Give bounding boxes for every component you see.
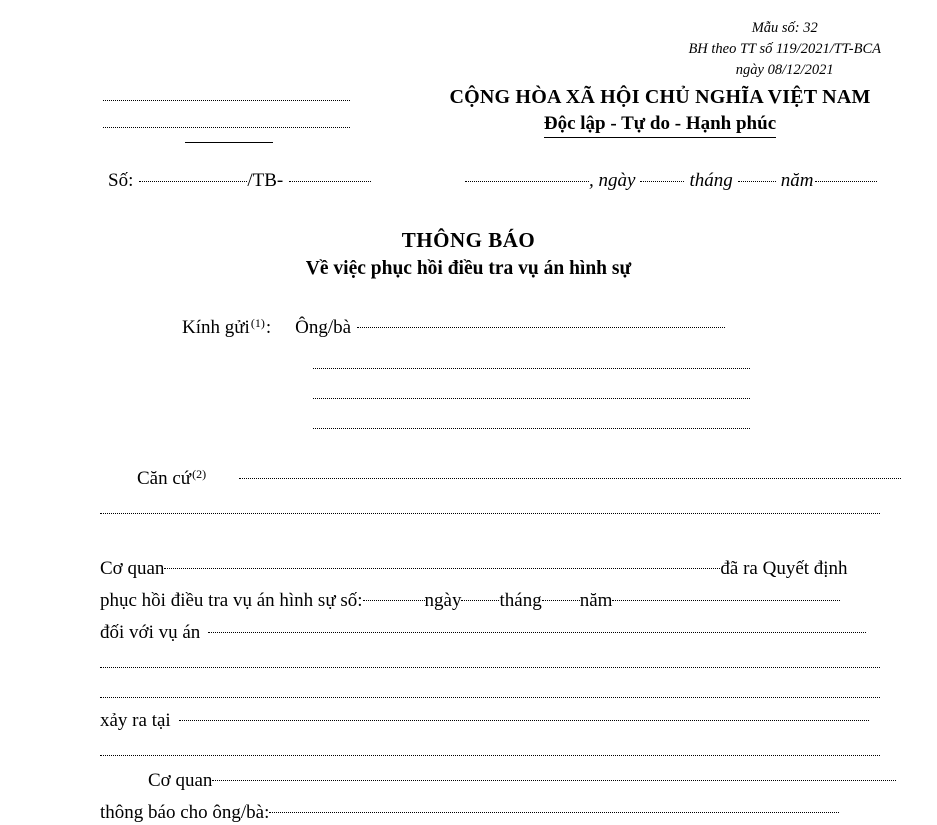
case-subject-label: đối với vụ án (100, 622, 201, 643)
case-subject-extra-line-1 (100, 667, 880, 668)
recipient-line (182, 317, 725, 339)
decision-day-blank (461, 600, 499, 601)
recipient-footnote-marker: (1) (250, 316, 265, 330)
notifying-agency-line (100, 770, 930, 792)
recipient-extra-line-3 (313, 428, 750, 429)
national-motto-text: Độc lập - Tự do - Hạnh phúc (544, 113, 776, 138)
month-blank (738, 181, 776, 182)
national-title: CỘNG HÒA XÃ HỘI CHỦ NGHĨA VIỆT NAM (449, 86, 871, 108)
form-code-block (688, 18, 881, 81)
document-number-line (108, 170, 371, 192)
agency-divider-rule (185, 142, 273, 143)
basis-footnote-marker: (2) (192, 467, 207, 481)
case-subject-extra-line-2 (100, 697, 880, 698)
basis-label: Căn cứ (137, 468, 192, 489)
notify-recipient-label: thông báo cho ông/bà: (100, 802, 270, 823)
decision-details-line (100, 590, 882, 612)
form-number: Mẫu số: 32 (751, 20, 818, 36)
notify-recipient-blank (269, 812, 839, 813)
document-subtitle: Về việc phục hồi điều tra vụ án hình sự (305, 258, 632, 279)
document-number-label: Số: (108, 170, 134, 191)
recipient-extra-line-2 (313, 398, 750, 399)
decision-month-blank (542, 600, 580, 601)
document-number-separator: /TB- (247, 170, 284, 191)
recipient-colon: : (265, 317, 272, 338)
case-subject-line (100, 622, 882, 644)
day-blank (640, 181, 684, 182)
recipient-label: Kính gửi (182, 317, 250, 338)
decision-year-blank (612, 600, 840, 601)
decision-ngay-label: ngày (424, 590, 462, 611)
case-location-blank (179, 720, 869, 721)
case-subject-blank (208, 632, 866, 633)
notify-recipient-line (100, 802, 882, 824)
year-blank (815, 181, 877, 182)
document-number-blank (139, 181, 247, 182)
basis-blank (239, 478, 901, 479)
notifying-agency-blank (212, 780, 896, 781)
form-circular: BH theo TT số 119/2021/TT-BCA (688, 41, 881, 57)
issuing-agency-blank (164, 568, 720, 569)
national-motto (415, 113, 905, 138)
recipient-person-label: Ông/bà (295, 317, 352, 338)
date-nam-label: năm (780, 170, 814, 191)
notifying-agency-label: Cơ quan (148, 770, 213, 791)
decision-nam-label: năm (579, 590, 613, 611)
agency-name-blank-line-2 (103, 127, 350, 128)
issuing-agency-label: Cơ quan (100, 558, 165, 579)
place-blank (465, 181, 589, 182)
basis-line (137, 468, 901, 490)
agency-name-blank-line-1 (103, 100, 350, 101)
issued-decision-label: đã ra Quyết định (720, 558, 848, 579)
basis-extra-line (100, 513, 880, 514)
restore-investigation-label: phục hồi điều tra vụ án hình sự số: (100, 590, 363, 611)
document-number-suffix-blank (289, 181, 371, 182)
recipient-extra-line-1 (313, 368, 750, 369)
issuing-agency-line (100, 558, 882, 580)
decision-thang-label: tháng (499, 590, 542, 611)
form-date: ngày 08/12/2021 (735, 62, 834, 78)
recipient-blank (357, 327, 725, 328)
date-ngay-label: , ngày (589, 170, 636, 191)
decision-number-blank (363, 600, 425, 601)
date-thang-label: tháng (689, 170, 733, 191)
case-location-extra-line (100, 755, 880, 756)
case-location-line (100, 710, 882, 732)
document-title: THÔNG BÁO (401, 228, 536, 252)
case-location-label: xảy ra tại (100, 710, 171, 731)
place-date-line (465, 170, 877, 192)
